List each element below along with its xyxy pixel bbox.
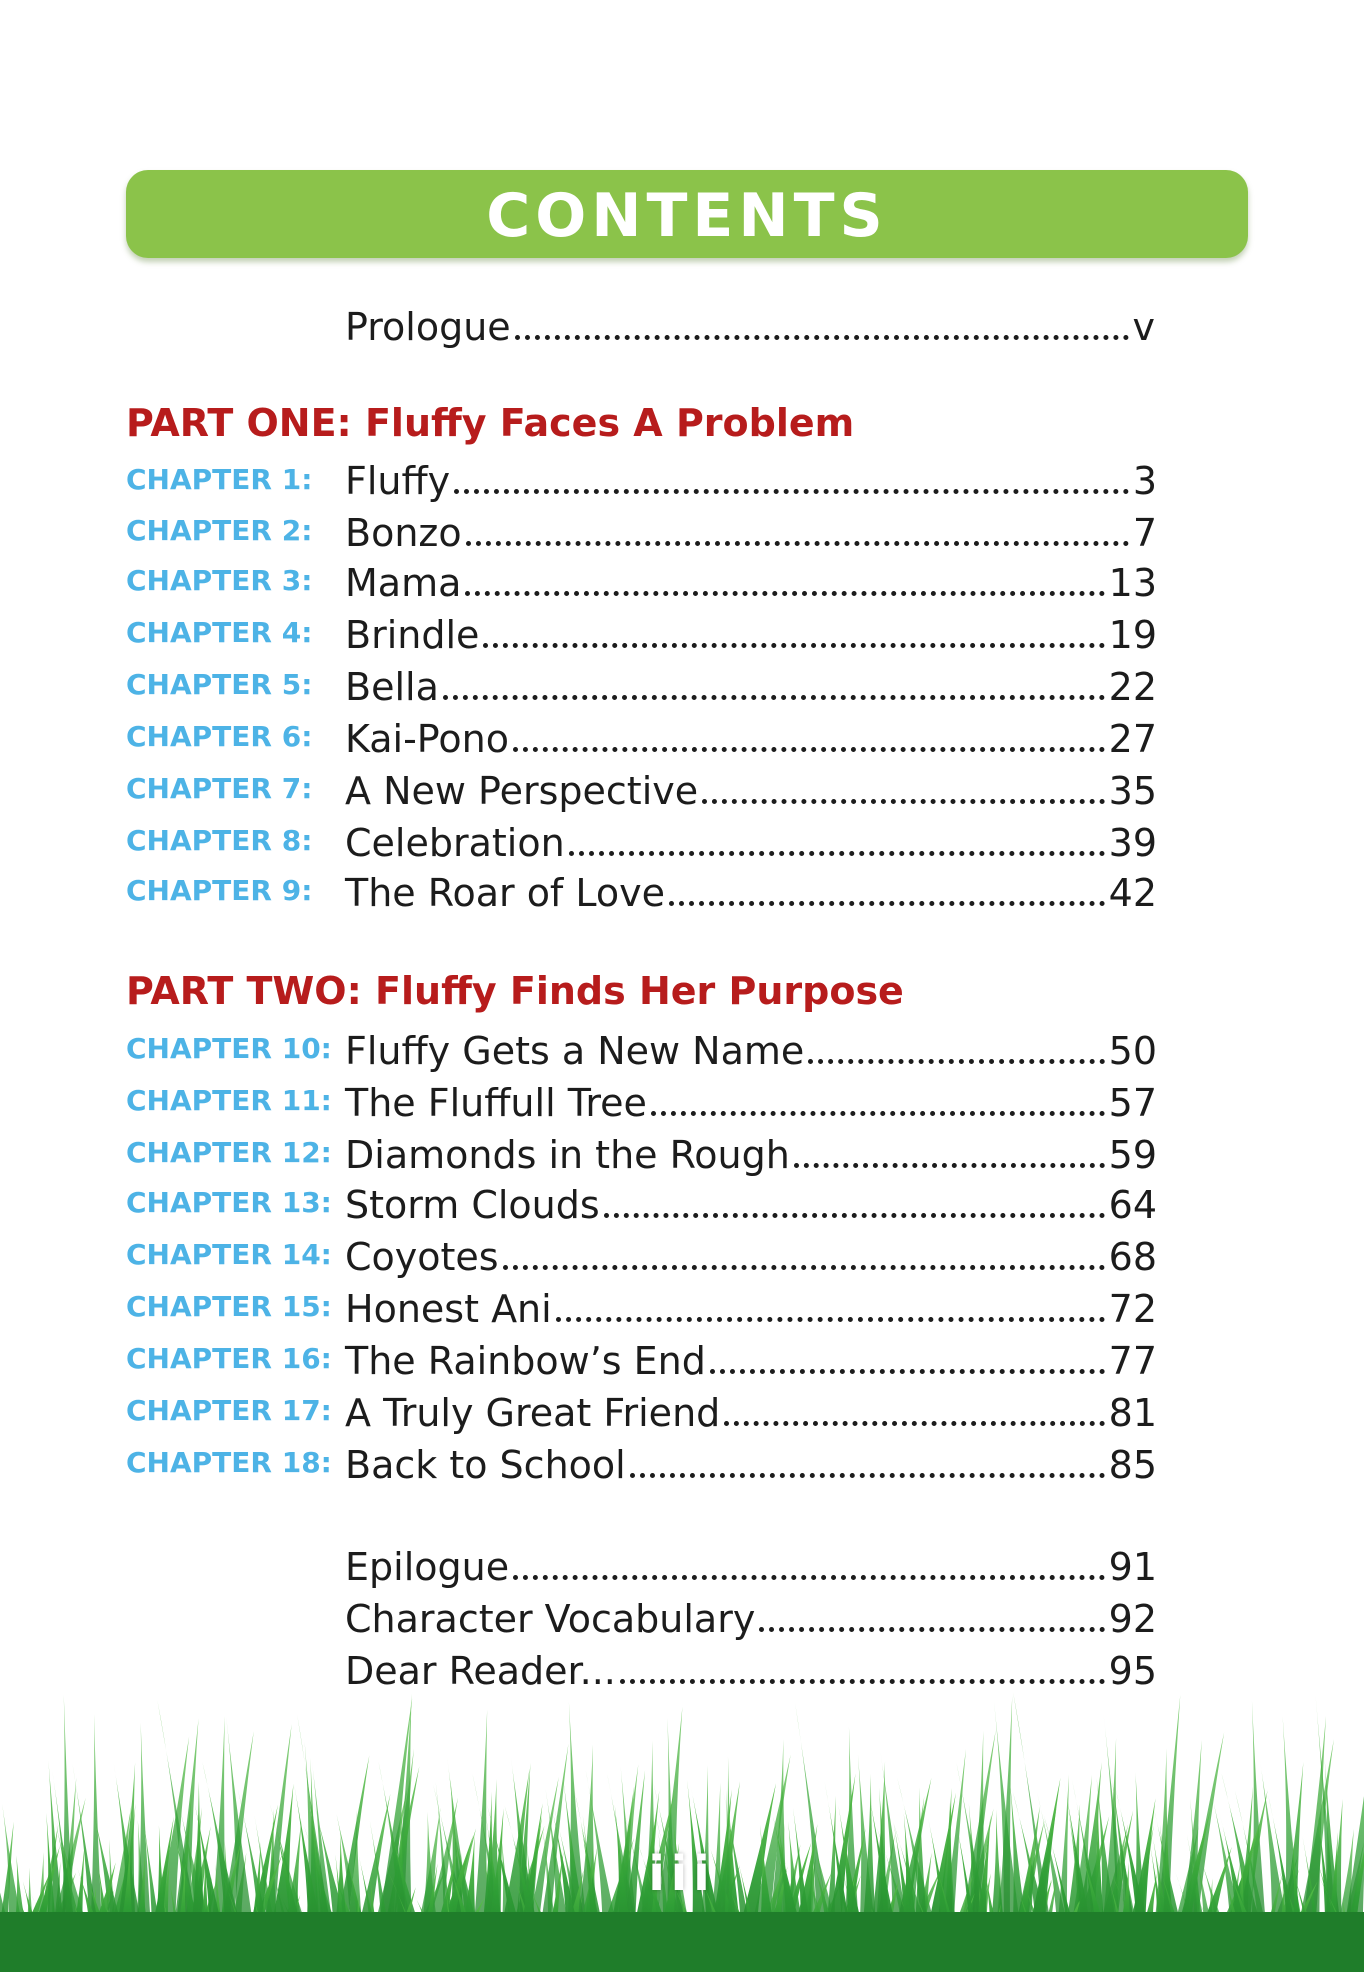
toc-entry-title: Diamonds in the Rough	[345, 1133, 790, 1177]
toc-entry-prologue[interactable]	[345, 294, 1155, 349]
chapter-label: CHAPTER 9:	[126, 874, 313, 907]
dot-leader	[454, 489, 1129, 494]
dot-leader	[513, 747, 1105, 752]
dot-leader	[808, 1059, 1104, 1064]
toc-entry-page: 92	[1108, 1597, 1157, 1641]
dot-leader	[465, 591, 1104, 596]
toc-entry-title: The Fluffull Tree	[345, 1081, 647, 1125]
chapter-label: CHAPTER 15:	[126, 1290, 332, 1323]
toc-entry-page: 68	[1108, 1235, 1157, 1279]
part-two-heading: PART TWO: Fluffy Finds Her Purpose	[126, 969, 904, 1013]
toc-entry-page: v	[1132, 305, 1155, 349]
dot-leader	[443, 695, 1105, 700]
toc-entry-page: 19	[1108, 613, 1157, 657]
toc-entry-chapter-7[interactable]	[345, 758, 1157, 813]
toc-entry-page: 77	[1108, 1339, 1157, 1383]
toc-entry-chapter-16[interactable]	[345, 1328, 1157, 1383]
chapter-label: CHAPTER 10:	[126, 1032, 332, 1065]
dot-leader	[503, 1265, 1105, 1270]
toc-entry-title: Honest Ani	[345, 1287, 552, 1331]
dot-leader	[702, 799, 1105, 804]
dot-leader	[794, 1163, 1105, 1168]
toc-entry-title: The Rainbow’s End	[345, 1339, 706, 1383]
chapter-label: CHAPTER 4:	[126, 616, 313, 649]
toc-entry-title: Fluffy Gets a New Name	[345, 1029, 805, 1073]
toc-entry-chapter-11[interactable]	[345, 1070, 1157, 1125]
toc-entry-title: Kai-Pono	[345, 717, 509, 761]
toc-entry-title: Bonzo	[345, 511, 462, 555]
contents-title: CONTENTS	[486, 181, 888, 251]
chapter-label: CHAPTER 7:	[126, 772, 313, 805]
toc-entry-page: 95	[1108, 1649, 1157, 1693]
toc-entry-page: 85	[1108, 1443, 1157, 1487]
toc-entry-character-vocabulary[interactable]	[345, 1586, 1157, 1641]
toc-entry-chapter-12[interactable]	[345, 1122, 1157, 1177]
dot-leader	[483, 643, 1104, 648]
chapter-label: CHAPTER 2:	[126, 514, 313, 547]
toc-entry-page: 7	[1132, 511, 1157, 555]
toc-entry-title: A Truly Great Friend	[345, 1391, 721, 1435]
toc-entry-page: 13	[1108, 561, 1157, 605]
toc-entry-chapter-17[interactable]	[345, 1380, 1157, 1435]
toc-entry-chapter-13[interactable]	[345, 1172, 1157, 1227]
page-number: iii	[648, 1846, 716, 1902]
toc-entry-chapter-3[interactable]	[345, 550, 1157, 605]
dot-leader	[513, 1575, 1105, 1580]
toc-entry-chapter-4[interactable]	[345, 602, 1157, 657]
toc-entry-page: 35	[1108, 769, 1157, 813]
toc-entry-page: 39	[1108, 821, 1157, 865]
grass-illustration	[0, 1690, 1364, 1972]
chapter-label: CHAPTER 17:	[126, 1394, 332, 1427]
part-one-heading: PART ONE: Fluffy Faces A Problem	[126, 401, 855, 445]
dot-leader	[669, 901, 1105, 906]
toc-entry-chapter-1[interactable]	[345, 448, 1157, 503]
toc-entry-chapter-9[interactable]	[345, 860, 1157, 915]
chapter-label: CHAPTER 12:	[126, 1136, 332, 1169]
toc-entry-title: Mama	[345, 561, 462, 605]
chapter-label: CHAPTER 1:	[126, 463, 313, 496]
toc-entry-chapter-5[interactable]	[345, 654, 1157, 709]
dot-leader	[710, 1369, 1105, 1374]
toc-entry-title: Dear Reader...	[345, 1649, 616, 1693]
dot-leader	[466, 541, 1129, 546]
toc-entry-page: 64	[1108, 1183, 1157, 1227]
chapter-label: CHAPTER 3:	[126, 564, 313, 597]
toc-entry-dear-reader[interactable]	[345, 1638, 1157, 1693]
toc-entry-epilogue[interactable]	[345, 1534, 1157, 1589]
chapter-label: CHAPTER 14:	[126, 1238, 332, 1271]
dot-leader	[556, 1317, 1105, 1322]
toc-entry-page: 72	[1108, 1287, 1157, 1331]
toc-entry-page: 59	[1108, 1133, 1157, 1177]
toc-entry-chapter-14[interactable]	[345, 1224, 1157, 1279]
toc-entry-title: The Roar of Love	[345, 871, 666, 915]
dot-leader	[630, 1473, 1105, 1478]
dot-leader	[724, 1421, 1104, 1426]
toc-entry-page: 81	[1108, 1391, 1157, 1435]
toc-entry-title: A New Perspective	[345, 769, 699, 813]
toc-entry-chapter-2[interactable]	[345, 500, 1157, 555]
chapter-label: CHAPTER 18:	[126, 1446, 332, 1479]
toc-entry-chapter-15[interactable]	[345, 1276, 1157, 1331]
toc-entry-page: 50	[1108, 1029, 1157, 1073]
toc-entry-page: 91	[1108, 1545, 1157, 1589]
toc-entry-title: Prologue	[345, 305, 511, 349]
toc-entry-page: 22	[1108, 665, 1157, 709]
toc-entry-title: Bella	[345, 665, 439, 709]
chapter-label: CHAPTER 16:	[126, 1342, 332, 1375]
dot-leader	[569, 851, 1105, 856]
toc-entry-title: Epilogue	[345, 1545, 510, 1589]
chapter-label: CHAPTER 8:	[126, 824, 313, 857]
toc-entry-chapter-8[interactable]	[345, 810, 1157, 865]
toc-entry-page: 57	[1108, 1081, 1157, 1125]
toc-entry-title: Fluffy	[345, 459, 451, 503]
toc-entry-chapter-18[interactable]	[345, 1432, 1157, 1487]
toc-entry-chapter-6[interactable]	[345, 706, 1157, 761]
dot-leader	[604, 1213, 1105, 1218]
contents-header-bar	[126, 170, 1248, 258]
toc-entry-chapter-10[interactable]	[345, 1018, 1157, 1073]
chapter-label: CHAPTER 5:	[126, 668, 313, 701]
toc-entry-page: 3	[1132, 459, 1157, 503]
chapter-label: CHAPTER 6:	[126, 720, 313, 753]
chapter-label: CHAPTER 13:	[126, 1186, 332, 1219]
toc-entry-title: Storm Clouds	[345, 1183, 600, 1227]
dot-leader	[515, 335, 1129, 340]
chapter-label: CHAPTER 11:	[126, 1084, 332, 1117]
toc-entry-title: Celebration	[345, 821, 565, 865]
toc-entry-page: 42	[1108, 871, 1157, 915]
toc-entry-title: Character Vocabulary	[345, 1597, 756, 1641]
toc-entry-title: Brindle	[345, 613, 480, 657]
dot-leader	[759, 1627, 1104, 1632]
toc-entry-title: Back to School	[345, 1443, 626, 1487]
toc-entry-title: Coyotes	[345, 1235, 499, 1279]
dot-leader	[651, 1111, 1105, 1116]
toc-entry-page: 27	[1108, 717, 1157, 761]
dot-leader	[620, 1679, 1105, 1684]
